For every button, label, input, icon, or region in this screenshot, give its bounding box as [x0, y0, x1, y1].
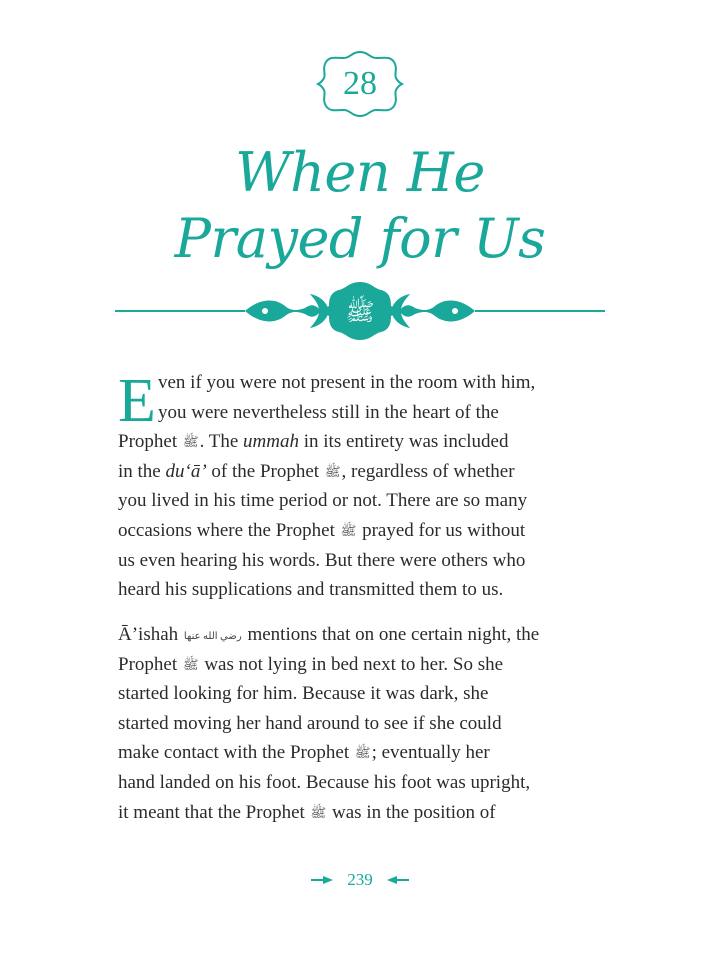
salawat-symbol-icon: ﷺ	[324, 463, 341, 479]
title-line-2: Prayed for Us	[174, 207, 546, 270]
paragraph-2	[118, 620, 618, 827]
drop-cap: E	[118, 367, 156, 435]
text-line: started moving her hand around to see if she could	[118, 712, 502, 734]
text-line: occasions where the Prophet ﷺ prayed for us without	[118, 516, 618, 546]
salawat-symbol-icon: ﷺ	[354, 745, 371, 761]
text-line: in the du‘ā’ of the Prophet ﷺ, regardless of whether	[118, 457, 618, 487]
arrow-right-ornament-icon	[311, 875, 337, 885]
text-line: started looking for him. Because it was dark, she	[118, 683, 489, 705]
text-line: it meant that the Prophet ﷺ was in the position of	[118, 798, 618, 828]
salawat-symbol-icon: ﷺ	[182, 434, 199, 450]
page-number: 239	[347, 870, 373, 889]
title-line-1: When He	[235, 141, 485, 204]
salawat-symbol-icon: ﷺ	[310, 804, 327, 820]
text-line: ven if you were not present in the room with him,	[158, 372, 536, 393]
text-line: hand landed on his foot. Because his foot was upright,	[118, 771, 531, 793]
text-line: heard his supplications and transmitted them to us.	[118, 579, 504, 601]
text-line: us even hearing his words. But there were others who	[118, 549, 526, 571]
page-footer	[0, 868, 720, 892]
chapter-number: 28	[343, 65, 377, 102]
text-line: Ā’ishah رضي الله عنها mentions that on one certain night, the	[118, 620, 618, 650]
chapter-title	[0, 140, 720, 272]
salawat-calligraphy-icon: ﷺ	[345, 298, 375, 326]
text-line: make contact with the Prophet ﷺ; eventually her	[118, 738, 618, 768]
text-line: Prophet ﷺ. The ummah in its entirety was included	[118, 427, 618, 457]
salawat-symbol-icon: ﷺ	[182, 656, 199, 672]
paragraph-1	[118, 368, 618, 605]
radiallahu-anha-symbol-icon: رضي الله عنها	[183, 631, 242, 642]
arrow-left-ornament-icon	[383, 875, 409, 885]
text-line: you were nevertheless still in the heart of the	[158, 401, 499, 423]
salawat-symbol-icon: ﷺ	[340, 522, 357, 538]
text-line: Prophet ﷺ was not lying in bed next to her. So she	[118, 650, 618, 680]
text-line: you lived in his time period or not. There are so many	[118, 490, 528, 512]
chapter-badge	[316, 48, 404, 120]
ornamental-divider	[115, 276, 605, 346]
